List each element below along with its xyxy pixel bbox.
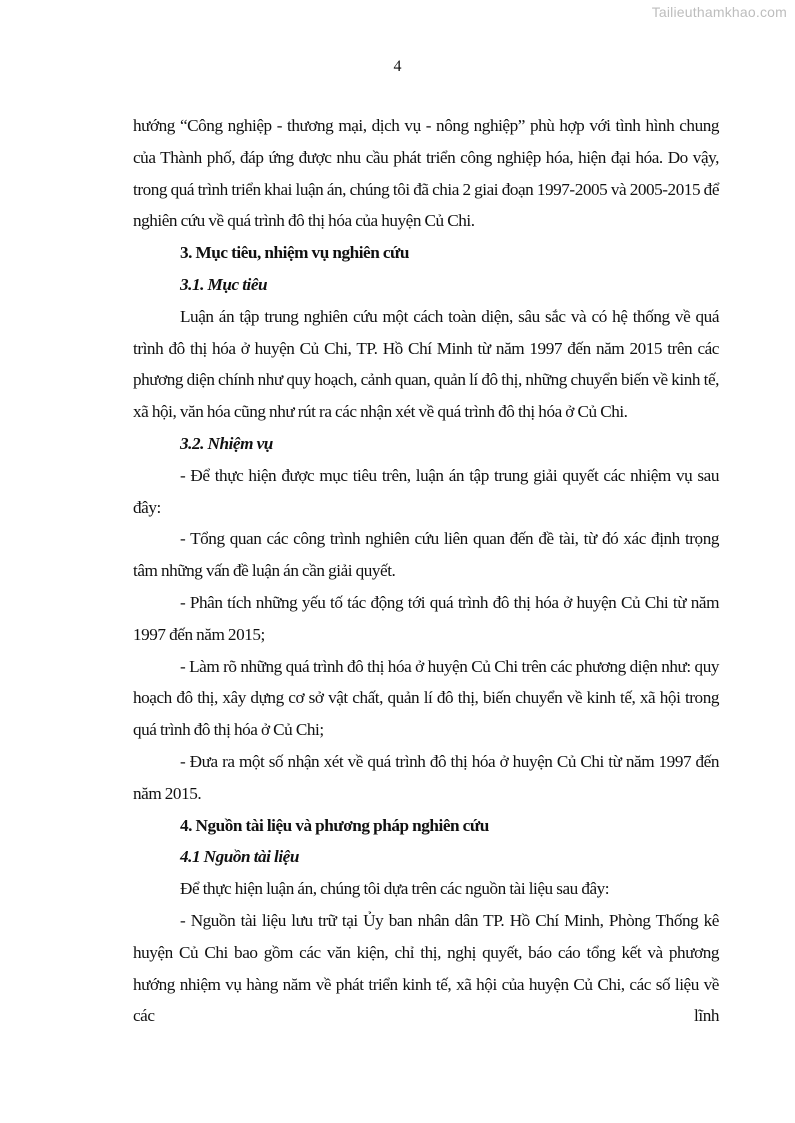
page-number: 4 [393,58,402,75]
subsection-heading-3-2: 3.2. Nhiệm vụ [180,433,273,453]
list-item-task-2: - Phân tích những yếu tố tác động tới quá trình đô thị hóa ở huyện Củ Chi từ năm 1997 đến năm 2015; [133,592,719,644]
list-item-task-1: - Tổng quan các công trình nghiên cứu liên quan đến đề tài, từ đó xác định trọng tâm những vấn đề luận án cần giải quyết. [133,529,719,581]
list-item-task-4: - Đưa ra một số nhận xét về quá trình đô thị hóa ở huyện Củ Chi từ năm 1997 đến năm 2015. [133,751,719,803]
section-heading-3: 3. Mục tiêu, nhiệm vụ nghiên cứu [180,243,410,263]
paragraph-objective: Luận án tập trung nghiên cứu một cách toàn diện, sâu sắc và có hệ thống về quá trình đô thị hóa ở huyện Củ Chi, TP. Hồ Chí Minh từ năm 1997 đến năm 2015 trên các phương diện chính như quy hoạch, cảnh quan, quản lí đô thị, những chuyển biến về kinh tế, xã hội, văn hóa cũng như rút ra các nhận xét về quá trình đô thị hóa ở Củ Chi. [133,306,719,422]
subsection-heading-3-1: 3.1. Mục tiêu [180,274,268,294]
list-item-source-1: - Nguồn tài liệu lưu trữ tại Ủy ban nhân dân TP. Hồ Chí Minh, Phòng Thống kê huyện Củ Chi bao gồm các văn kiện, chỉ thị, nghị quyết, báo cáo tổng kết và phương hướng nhiệm vụ hàng năm về phát triển kinh tế, xã hội của huyện Củ Chi, các số liệu về các lĩnh [133,910,719,1026]
watermark: Tailieuthamkhao.com [651,4,787,20]
document-body [133,110,719,1032]
subsection-heading-4-1: 4.1 Nguồn tài liệu [180,847,299,867]
paragraph-sources-intro: Để thực hiện luận án, chúng tôi dựa trên các nguồn tài liệu sau đây: [180,879,610,899]
list-item-task-intro: - Để thực hiện được mục tiêu trên, luận án tập trung giải quyết các nhiệm vụ sau đây: [133,465,719,517]
list-item-task-3: - Làm rõ những quá trình đô thị hóa ở huyện Củ Chi trên các phương diện như: quy hoạch đô thị, xây dựng cơ sở vật chất, quản lí đô thị, biến chuyển về kinh tế, xã hội trong quá trình đô thị hóa ở Củ Chi; [133,656,719,740]
paragraph-continuation: hướng “Công nghiệp - thương mại, dịch vụ - nông nghiệp” phù hợp với tình hình chung của Thành phố, đáp ứng được nhu cầu phát triển công nghiệp hóa, hiện đại hóa. Do vậy, trong quá trình triển khai luận án, chúng tôi đã chia 2 giai đoạn 1997-2005 và 2005-2015 để nghiên cứu về quá trình đô thị hóa của huyện Củ Chi. [133,116,719,231]
section-heading-4: 4. Nguồn tài liệu và phương pháp nghiên cứu [180,815,489,835]
